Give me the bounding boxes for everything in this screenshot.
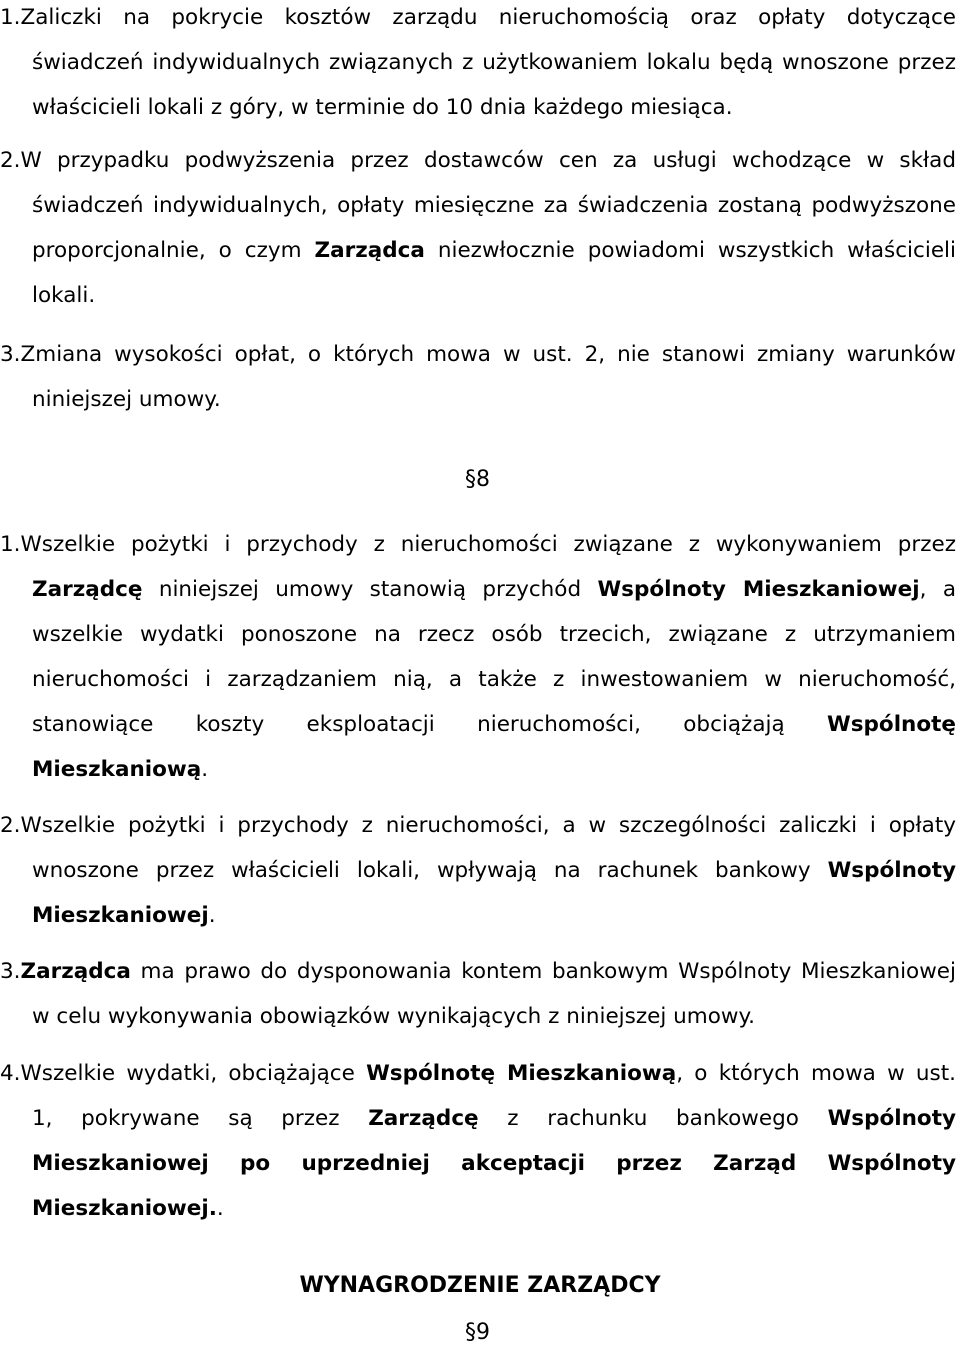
section7-paragraph-3 [0,332,956,422]
paragraph-number: 1. [0,532,21,557]
section7-paragraph-2 [0,138,956,318]
paragraph-text: W przypadku podwyższenia przez dostawców cen za usługi wchodzące w skład [20,148,956,173]
paragraph-text: lokali. [32,283,96,308]
section8-paragraph-1 [0,522,956,792]
paragraph-text: . [201,757,209,782]
paragraph-text: Wszelkie wydatki, obciążające [20,1061,367,1086]
paragraph-text: nieruchomości i zarządzaniem nią, a także z inwestowaniem w nieruchomość, [32,667,956,692]
bold-term-wspolnoty: Wspólnoty [827,858,956,883]
bold-term-mieszkaniowej: Mieszkaniowej [32,903,209,928]
paragraph-text: świadczeń indywidualnych, opłaty miesięczne za świadczenia zostaną podwyższone [32,193,956,218]
paragraph-text: Zmiana wysokości opłat, o których mowa w ust. 2, nie stanowi zmiany warunków [20,342,956,367]
bold-term-wspolnoty: Wspólnoty Mieszkaniowej [597,577,920,602]
paragraph-text: świadczeń indywidualnych związanych z użytkowaniem lokalu będą wnoszone przez [32,50,956,75]
bold-term-wspolnoty: Wspólnoty [827,1106,956,1131]
paragraph-text: niezwłocznie powiadomi wszystkich właścicieli [424,238,956,263]
bold-term-mieszkaniowej: Mieszkaniowej. [32,1196,217,1221]
paragraph-text: . [208,903,216,928]
paragraph-number: 4. [0,1061,21,1086]
paragraph-text: stanowiące koszty eksploatacji nieruchomości, obciążają [32,712,828,737]
bold-paragraph-text: Mieszkaniowej po uprzedniej akceptacji przez Zarząd Wspólnoty [32,1151,956,1176]
paragraph-text: 1, pokrywane są przez [32,1106,369,1131]
section8-paragraph-4 [0,1051,956,1231]
paragraph-number: 2. [0,148,21,173]
bold-term-wspolnote-mieszkaniowa: Wspólnotę Mieszkaniową [366,1061,677,1086]
paragraph-text: niniejszej umowy. [32,387,221,412]
bold-term-wspolnote: Wspólnotę [827,712,956,737]
paragraph-text: Zaliczki na pokrycie kosztów zarządu nieruchomością oraz opłaty dotyczące [20,5,956,30]
paragraph-text: Wszelkie pożytki i przychody z nieruchomości, a w szczególności zaliczki i opłaty [20,813,956,838]
paragraph-number: 3. [0,959,21,984]
paragraph-number: 3. [0,342,21,367]
section7-paragraph-1 [0,0,956,130]
paragraph-text: wszelkie wydatki ponoszone na rzecz osób trzecich, związane z utrzymaniem [32,622,956,647]
paragraph-number: 2. [0,813,21,838]
paragraph-text: . [216,1196,224,1221]
paragraph-text: niniejszej umowy stanowią przychód [142,577,598,602]
paragraph-text: wnoszone przez właścicieli lokali, wpływają na rachunek bankowy [32,858,828,883]
paragraph-text: , o których mowa w ust. [676,1061,956,1086]
paragraph-text: , a [919,577,956,602]
section8-paragraph-3 [0,949,956,1039]
section-heading: WYNAGRODZENIE ZARZĄDCY [299,1273,661,1298]
bold-term-zarzadca: Zarządca [314,238,425,263]
paragraph-text: z rachunku bankowego [478,1106,828,1131]
bold-term-zarzadca: Zarządca [20,959,131,984]
paragraph-text: ma prawo do dysponowania kontem bankowym Wspólnoty Mieszkaniowej [130,959,956,984]
paragraph-text: właścicieli lokali z góry, w terminie do 10 dnia każdego miesiąca. [32,95,733,120]
section8-paragraph-2 [0,803,956,938]
paragraph-number: 1. [0,5,21,30]
section-8-mark: §8 [465,467,490,492]
paragraph-text: proporcjonalnie, o czym [32,238,315,263]
paragraph-text: Wszelkie pożytki i przychody z nieruchomości związane z wykonywaniem przez [20,532,956,557]
bold-term-zarzadce: Zarządcę [32,577,143,602]
paragraph-text: w celu wykonywania obowiązków wynikających z niniejszej umowy. [32,1004,755,1029]
bold-term-zarzadce: Zarządcę [368,1106,479,1131]
bold-term-mieszkaniowa: Mieszkaniową [32,757,202,782]
section-9-mark: §9 [465,1320,490,1345]
